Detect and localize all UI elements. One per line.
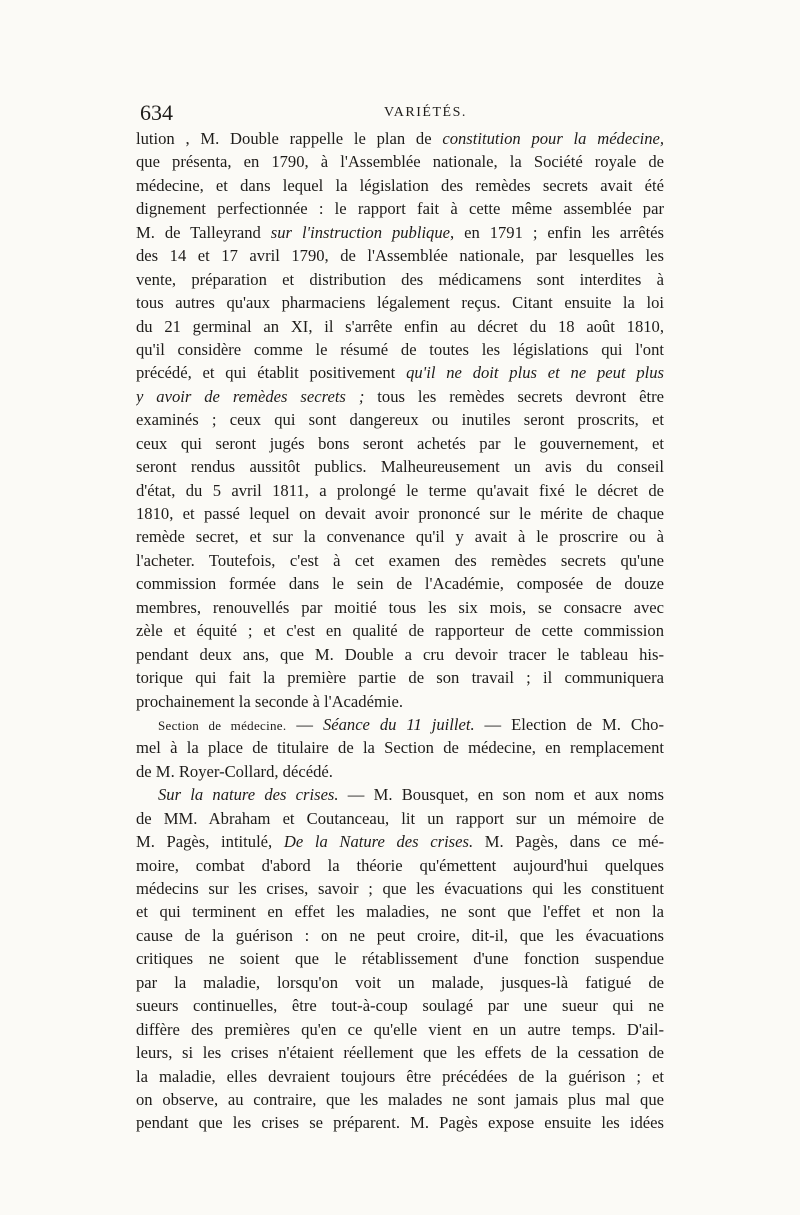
text-line <box>136 1041 664 1064</box>
text-line <box>136 408 664 431</box>
text-run: de M. Royer-Collard, décédé. <box>136 761 333 781</box>
text-line <box>136 596 664 619</box>
text-run: ceux qui seront jugés bons seront achetés par le gouvernement, et <box>136 433 664 453</box>
text-line <box>136 268 664 291</box>
text-line <box>136 760 664 783</box>
text-line <box>136 924 664 947</box>
italic-run: De la Nature des crises. <box>283 832 474 852</box>
text-run: du 21 germinal an XI, il s'arrête enfin au décret du 18 août 1810, <box>136 316 664 336</box>
text-run: M. de Talleyrand <box>136 222 271 242</box>
text-line <box>136 736 664 759</box>
text-line <box>136 525 664 548</box>
text-line <box>136 197 664 220</box>
text-line <box>136 1088 664 1111</box>
text-run: d'état, du 5 avril 1811, a prolongé le terme qu'avait fixé le décret de <box>136 480 664 500</box>
text-run: et qui terminent en effet les maladies, ne sont que l'effet et non la <box>136 902 664 922</box>
text-run: critiques ne soient que le rétablissement d'une fonction suspendue <box>136 949 664 969</box>
text-line <box>136 619 664 642</box>
italic-run: sur l'instruction publique <box>270 222 451 242</box>
text-line <box>136 361 664 384</box>
text-run: on observe, au contraire, que les malades ne sont jamais plus mal que <box>136 1089 664 1109</box>
section-heading: Section de médecine. <box>158 717 287 733</box>
text-line <box>136 643 664 666</box>
text-line <box>136 830 664 853</box>
italic-run: y avoir de remèdes secrets ; <box>136 386 365 406</box>
text-line <box>136 221 664 244</box>
text-line <box>136 150 664 173</box>
text-run: sueurs continuelles, être tout-à-coup soulagé par une sueur qui ne <box>136 996 664 1016</box>
page-number: 634 <box>140 100 173 125</box>
italic-run: Sur la nature des crises. <box>158 785 339 805</box>
italic-run: constitution pour la médecine, <box>442 129 664 148</box>
text-run: M. Pagès, intitulé, <box>136 832 284 852</box>
text-line <box>136 479 664 502</box>
text-line <box>136 854 664 877</box>
text-run: leurs, si les crises n'étaient réellement que les effets de la cessation de <box>136 1043 664 1063</box>
text-run: — M. Bousquet, en son nom et aux noms <box>338 785 664 805</box>
italic-run: Séance du 11 juillet. <box>322 714 475 734</box>
body-text <box>136 127 664 1135</box>
text-run: tous autres qu'aux pharmaciens légalement reçus. Citant ensuite la loi <box>136 293 664 313</box>
text-run: zèle et équité ; et c'est en qualité de rapporteur de cette commission <box>136 621 664 641</box>
text-run: seront rendus aussitôt publics. Malheureusement un avis du conseil <box>136 457 664 477</box>
text-line <box>136 502 664 525</box>
text-run: , en 1791 ; enfin les arrêtés <box>450 222 664 242</box>
text-run: M. Pagès, dans ce mé- <box>473 832 664 852</box>
text-run: lution , M. Double rappelle le plan de <box>136 129 443 148</box>
text-run: dignement perfectionnée : le rapport fait à cette même assemblée par <box>136 199 664 219</box>
text-line <box>136 315 664 338</box>
text-run: médecins sur les crises, savoir ; que les évacuations qui les constituent <box>136 879 664 898</box>
text-run: — <box>286 714 323 734</box>
italic-run: qu'il ne doit plus et ne peut plus <box>406 363 664 383</box>
text-line <box>136 900 664 923</box>
text-run: examinés ; ceux qui sont dangereux ou inutiles seront proscrits, et <box>136 410 664 430</box>
text-run: commission formée dans le sein de l'Académie, composée de douze <box>136 574 664 594</box>
text-line <box>136 1018 664 1041</box>
text-run: pendant deux ans, que M. Double a cru devoir tracer le tableau his- <box>136 644 664 664</box>
text-run: l'acheter. Toutefois, c'est à cet examen des remèdes secrets qu'une <box>136 550 664 570</box>
text-run: précédé, et qui établit positivement <box>136 363 407 383</box>
page-header <box>140 100 660 124</box>
text-line <box>136 690 664 713</box>
text-run: qu'il considère comme le résumé de toutes les législations qui l'ont <box>136 339 664 359</box>
text-line <box>136 783 664 806</box>
text-line <box>136 971 664 994</box>
text-line <box>136 994 664 1017</box>
text-run: de MM. Abraham et Coutanceau, lit un rapport sur un mémoire de <box>136 808 664 828</box>
text-run: médecine, et dans lequel la législation des remèdes secrets avait été <box>136 175 664 195</box>
text-line <box>136 947 664 970</box>
text-run: pendant que les crises se préparent. M. Pagès expose ensuite les idées <box>136 1113 664 1133</box>
text-run: vente, préparation et distribution des médicamens sont interdites à <box>136 269 664 289</box>
text-run: cause de la guérison : on ne peut croire, dit-il, que les évacuations <box>136 925 664 945</box>
text-run: torique qui fait la première partie de son travail ; il communiquera <box>136 668 664 688</box>
text-line <box>136 666 664 689</box>
text-line <box>136 338 664 361</box>
text-line <box>136 1065 664 1088</box>
text-run: mel à la place de titulaire de la Section de médecine, en remplacement <box>136 738 664 758</box>
text-run: prochainement la seconde à l'Académie. <box>136 691 403 711</box>
text-line <box>136 572 664 595</box>
text-line <box>136 807 664 830</box>
running-title: VARIÉTÉS. <box>384 105 467 120</box>
text-run: que présenta, en 1790, à l'Assemblée nationale, la Société royale de <box>136 152 664 172</box>
text-line <box>136 244 664 267</box>
text-run: moire, combat d'abord la théorie qu'émettent aujourd'hui quelques <box>136 855 664 875</box>
text-run: remède secret, et sur la convenance qu'il y avait à le proscrire ou à <box>136 527 664 547</box>
text-run: par la maladie, lorsqu'on voit un malade, jusques-là fatigué de <box>136 972 664 992</box>
text-line <box>136 385 664 408</box>
text-line <box>136 174 664 197</box>
text-line <box>136 127 664 150</box>
text-line <box>136 713 664 736</box>
text-line <box>136 291 664 314</box>
text-run: — Election de M. Cho- <box>474 714 664 734</box>
text-run: tous les remèdes secrets devront être <box>364 386 664 406</box>
text-line <box>136 1111 664 1134</box>
text-line <box>136 432 664 455</box>
text-line <box>136 877 664 900</box>
text-run: membres, renouvellés par moitié tous les six mois, se consacre avec <box>136 597 664 617</box>
text-line <box>136 549 664 572</box>
text-run: diffère des premières qu'en ce qu'elle vient en un autre temps. D'ail- <box>136 1019 664 1039</box>
text-run: la maladie, elles devraient toujours être précédées de la guérison ; et <box>136 1066 664 1086</box>
text-run: des 14 et 17 avril 1790, de l'Assemblée nationale, par lesquelles les <box>136 246 664 266</box>
text-line <box>136 455 664 478</box>
text-run: 1810, et passé lequel on devait avoir prononcé sur le mérite de chaque <box>136 504 664 523</box>
